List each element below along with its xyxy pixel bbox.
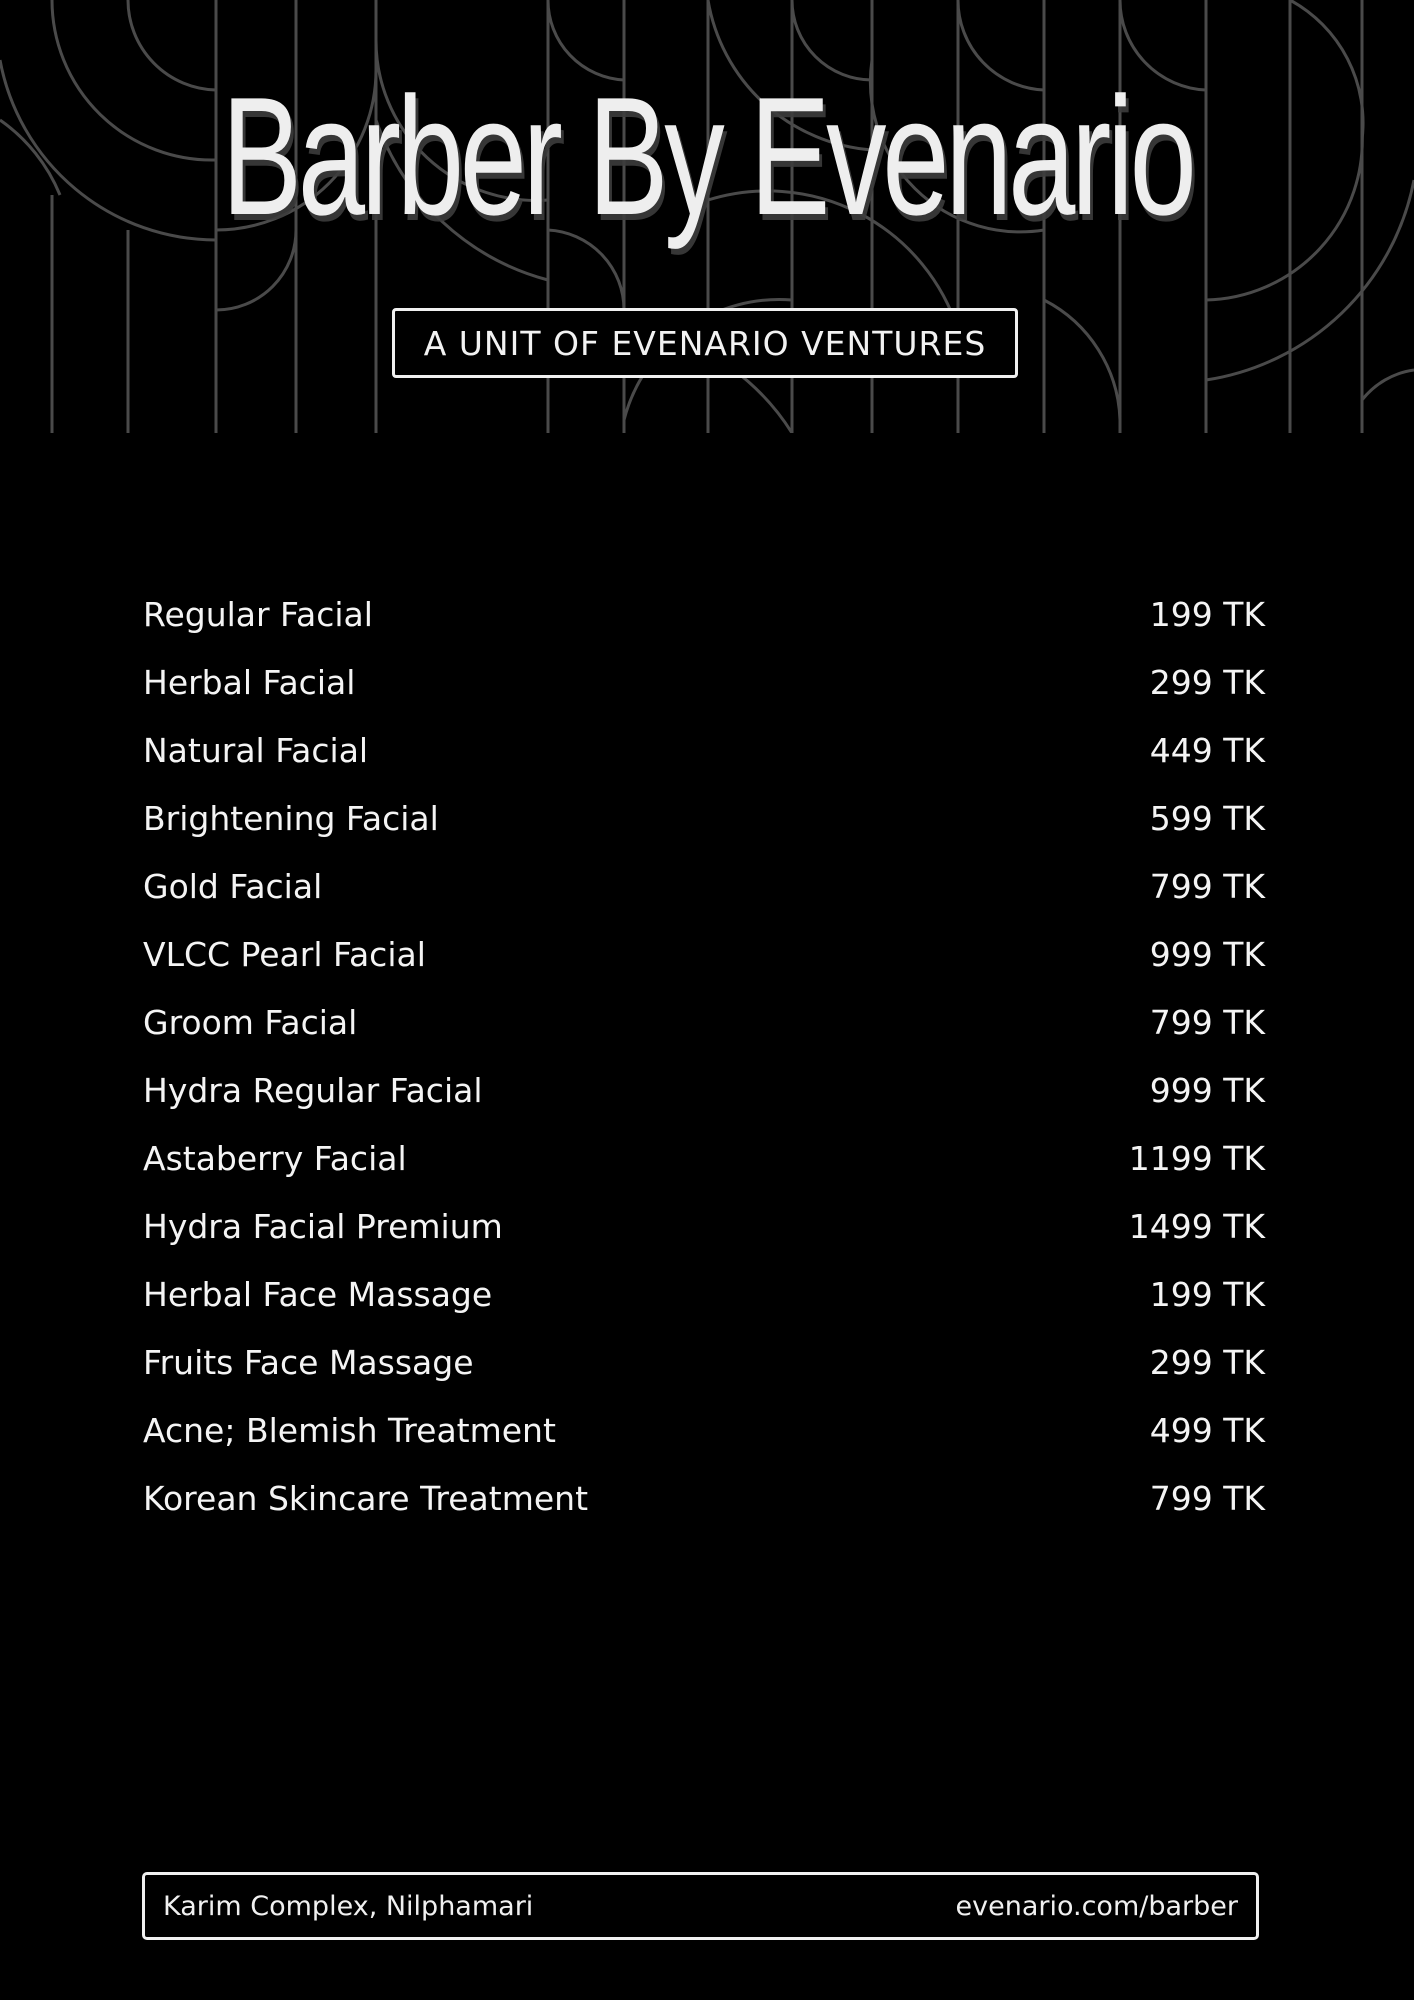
price-list-item bbox=[143, 1396, 1265, 1464]
service-name: Natural Facial bbox=[143, 730, 369, 770]
service-price: 449 TK bbox=[1149, 730, 1265, 770]
price-list-item bbox=[143, 1464, 1265, 1532]
service-name: Gold Facial bbox=[143, 866, 323, 906]
service-name: Herbal Face Massage bbox=[143, 1274, 493, 1314]
service-price: 799 TK bbox=[1149, 866, 1265, 906]
header-banner bbox=[0, 0, 1414, 433]
price-list-item bbox=[143, 580, 1265, 648]
service-name: Hydra Regular Facial bbox=[143, 1070, 483, 1110]
service-price: 599 TK bbox=[1149, 798, 1265, 838]
price-list-item bbox=[143, 784, 1265, 852]
footer-address: Karim Complex, Nilphamari bbox=[163, 1890, 534, 1922]
service-name: Brightening Facial bbox=[143, 798, 439, 838]
service-price: 199 TK bbox=[1149, 594, 1265, 634]
service-price: 999 TK bbox=[1149, 1070, 1265, 1110]
service-name: Herbal Facial bbox=[143, 662, 356, 702]
brand-subtitle-badge bbox=[392, 308, 1018, 378]
service-price: 799 TK bbox=[1149, 1478, 1265, 1518]
price-list-item bbox=[143, 648, 1265, 716]
price-list-item bbox=[143, 1056, 1265, 1124]
service-price: 1199 TK bbox=[1128, 1138, 1265, 1178]
service-price: 299 TK bbox=[1149, 662, 1265, 702]
service-name: Acne; Blemish Treatment bbox=[143, 1410, 556, 1450]
service-name: Fruits Face Massage bbox=[143, 1342, 474, 1382]
price-list-item bbox=[143, 1192, 1265, 1260]
service-name: VLCC Pearl Facial bbox=[143, 934, 426, 974]
service-name: Regular Facial bbox=[143, 594, 373, 634]
price-list-item bbox=[143, 1260, 1265, 1328]
service-price: 199 TK bbox=[1149, 1274, 1265, 1314]
service-price: 799 TK bbox=[1149, 1002, 1265, 1042]
service-name: Korean Skincare Treatment bbox=[143, 1478, 589, 1518]
service-name: Hydra Facial Premium bbox=[143, 1206, 503, 1246]
service-price: 299 TK bbox=[1149, 1342, 1265, 1382]
service-price: 1499 TK bbox=[1128, 1206, 1265, 1246]
service-price: 999 TK bbox=[1149, 934, 1265, 974]
brand-title: Barber By Evenario bbox=[221, 62, 1193, 250]
service-name: Groom Facial bbox=[143, 1002, 358, 1042]
price-list-item bbox=[143, 852, 1265, 920]
service-name: Astaberry Facial bbox=[143, 1138, 407, 1178]
footer-info-bar bbox=[142, 1872, 1259, 1940]
footer-website-link[interactable]: evenario.com/barber bbox=[955, 1890, 1238, 1922]
price-list-item bbox=[143, 1124, 1265, 1192]
brand-subtitle: A UNIT OF EVENARIO VENTURES bbox=[423, 323, 987, 363]
price-list-item bbox=[143, 920, 1265, 988]
price-list-item bbox=[143, 1328, 1265, 1396]
price-list bbox=[143, 580, 1265, 1532]
service-price: 499 TK bbox=[1149, 1410, 1265, 1450]
price-list-item bbox=[143, 716, 1265, 784]
price-list-item bbox=[143, 988, 1265, 1056]
